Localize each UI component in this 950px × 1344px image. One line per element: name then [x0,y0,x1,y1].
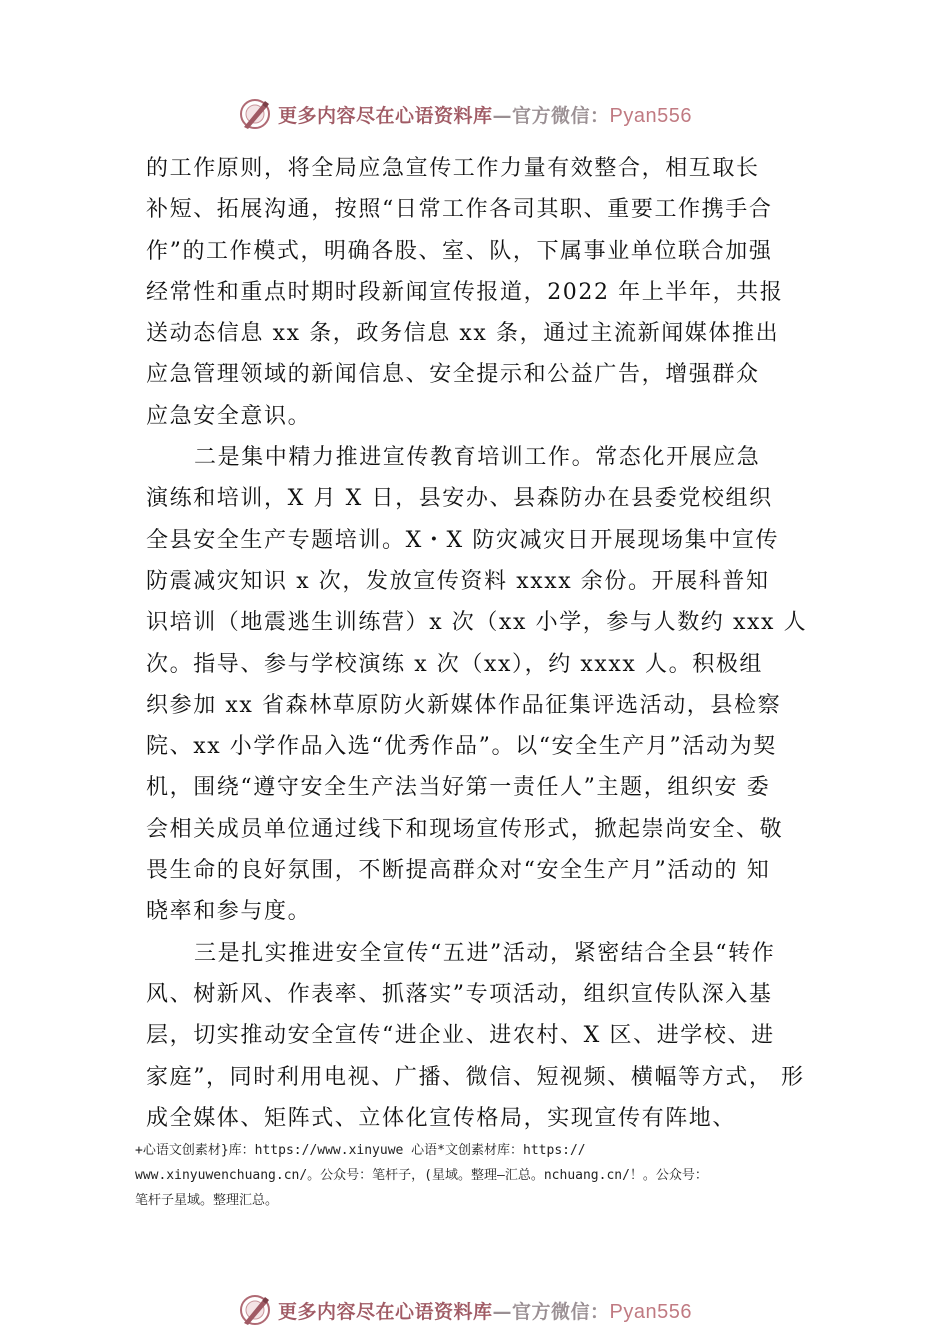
body-line: 织参加 xx 省森林草原防火新媒体作品征集评选活动，县检察 [146,692,782,718]
banner-dash: — [492,1300,513,1323]
banner-wechat-id: Pyan556 [609,1300,692,1323]
body-line: 层，切实推动安全宣传“进企业、进农村、X 区、进学校、进 [146,1023,775,1049]
document-body [146,148,836,1139]
body-line: 应急安全意识。 [146,403,312,429]
body-line: 防震减灾知识 x 次，发放宣传资料 xxxx 余份。开展科普知 [146,568,770,594]
banner-dash: — [492,104,513,127]
body-line: 补短、拓展沟通，按照“日常工作各司其职、重要工作携手合 [146,197,773,223]
body-line: 会相关成员单位通过线下和现场宣传形式，掀起崇尚安全、敬 [146,816,784,842]
pen-logo-icon [238,97,272,131]
body-line: 晓率和参与度。 [146,899,312,925]
body-line: 识培训（地震逃生训练营）x 次（xx 小学，参与人数约 xxx 人 [146,610,808,636]
body-line: 送动态信息 xx 条，政务信息 xx 条，通过主流新闻媒体推出 [146,321,780,347]
banner-wechat-label: 官方微信： [512,104,610,127]
paragraph-start-line: 三是扎实推进安全宣传“五进”活动，紧密结合全县“转作 [194,940,776,966]
body-line: 成全媒体、矩阵式、立体化宣传格局，实现宣传有阵地、 [146,1105,737,1131]
header-banner [238,94,738,134]
body-line: 全县安全生产专题培训。X・X 防灾减灾日开展现场集中宣传 [146,527,780,553]
body-line: 作”的工作模式，明确各股、室、队，下属事业单位联合加强 [146,238,773,264]
banner-title: 更多内容尽在心语资料库 [278,1300,493,1323]
body-line: 家庭”，同时利用电视、广播、微信、短视频、横幅等方式， 形 [146,1064,805,1090]
body-line: 应急管理领域的新闻信息、安全提示和公益广告，增强群众 [146,362,760,388]
body-line: 演练和培训，X 月 X 日，县安办、县森防办在县委党校组织 [146,486,773,512]
body-line: 院、xx 小学作品入选“优秀作品”。以“安全生产月”活动为契 [146,734,777,760]
footer-banner [238,1290,738,1330]
body-line: 机，围绕“遵守安全生产法当好第一责任人”主题，组织安 委 [146,775,771,801]
paragraph-start-line: 二是集中精力推进宣传教育培训工作。常态化开展应急 [194,445,761,471]
footnote-line: www.xinyuwenchuang.cn/。公众号：笔杆子，(星域。整理—汇总。nchuang.cn/！。公众号： [135,1168,708,1183]
body-line: 风、树新风、作表率、抓落实”专项活动，组织宣传队深入基 [146,981,773,1007]
footnote-line: 笔杆子星域。整理汇总。 [135,1193,279,1208]
body-line: 的工作原则，将全局应急宣传工作力量有效整合，相互取长 [146,156,760,181]
body-line: 经常性和重点时期时段新闻宣传报道，2022 年上半年，共报 [146,279,784,305]
footnote-line: +心语文创素材}库：https://www.xinyuwe 心语*文创素材库：https:// [135,1143,586,1158]
banner-wechat-label: 官方微信： [512,1300,610,1323]
pen-logo-icon [238,1293,272,1327]
body-line: 畏生命的良好氛围，不断提高群众对“安全生产月”活动的 知 [146,858,771,884]
body-line: 次。指导、参与学校演练 x 次（xx），约 xxxx 人。积极组 [146,651,764,677]
source-footnote [135,1138,855,1213]
banner-wechat-id: Pyan556 [609,104,692,127]
banner-title: 更多内容尽在心语资料库 [278,104,493,127]
